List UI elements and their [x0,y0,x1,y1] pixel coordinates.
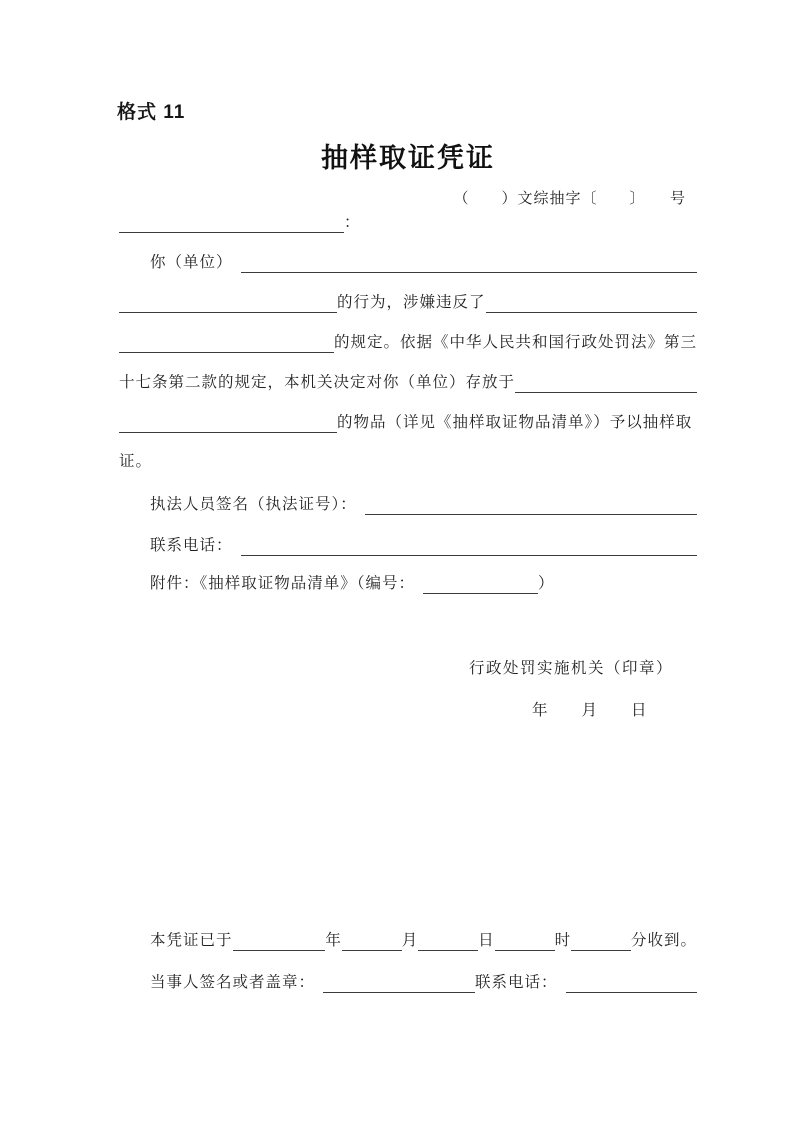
receipt-day-label: 日 [478,932,495,949]
receipt-day-field[interactable] [418,950,478,951]
officer-signature-line [150,495,697,515]
receipt-month-field[interactable] [342,950,402,951]
storage-continued-field[interactable] [119,432,337,433]
sentence-end-line [119,452,697,472]
party-signature-label: 当事人签名或者盖章： [150,974,316,991]
party-phone-field[interactable] [566,992,697,993]
unit-line [150,253,697,273]
receipt-prefix-text: 本凭证已于 [150,932,233,949]
document-number-line: （ ）文综抽字〔 〕 号 [453,191,686,207]
behavior-line [119,293,697,313]
date-line: 年 月 日 [532,702,648,719]
addressee-line [119,213,697,233]
clause-line [119,373,697,393]
receipt-hour-field[interactable] [495,950,555,951]
receipt-minute-field[interactable] [571,950,631,951]
party-signature-line [150,973,697,993]
receipt-month-label: 月 [401,932,419,949]
receipt-year-label: 年 [325,932,342,949]
items-line [119,413,697,433]
attachment-prefix-text: 附件：《抽样取证物品清单》（编号： [150,575,416,592]
sentence-end-text: 证。 [119,453,153,470]
authority-stamp-label: 行政处罚实施机关（印章） [468,660,673,677]
receipt-line [150,931,697,951]
regulation-line [119,333,697,353]
officer-phone-line [150,536,697,556]
addressee-colon: ： [344,214,361,231]
receipt-year-field[interactable] [233,950,326,951]
officer-phone-field[interactable] [241,555,697,556]
party-phone-label: 联系电话： [475,974,558,991]
clause-text: 十七条第二款的规定，本机关决定对你（单位）存放于 [119,374,516,391]
violated-provision-field[interactable] [486,312,697,313]
addressee-field[interactable] [119,232,344,233]
storage-location-field[interactable] [515,392,697,393]
party-signature-field[interactable] [323,992,475,993]
items-text: 的物品（详见《抽样取证物品清单》）予以抽样取 [337,414,693,431]
regulation-text: 的规定。依据《中华人民共和国行政处罚法》第三 [333,334,697,351]
page-title: 抽样取证凭证 [321,143,495,173]
receipt-hour-label: 时 [554,932,572,949]
attachment-line [150,574,697,594]
unit-prefix-label: 你（单位） [150,254,233,271]
format-label: 格式 11 [117,102,186,123]
officer-signature-label: 执法人员签名（执法证号）： [150,496,357,513]
receipt-suffix-text: 分收到。 [630,932,697,949]
act-continued-field[interactable] [119,312,337,313]
behavior-text: 的行为，涉嫌违反了 [337,294,486,311]
officer-phone-label: 联系电话： [150,537,233,554]
officer-signature-field[interactable] [365,514,697,515]
attachment-number-field[interactable] [423,593,538,594]
provision-continued-field[interactable] [119,352,334,353]
attachment-suffix-text: ） [538,575,555,592]
unit-name-field[interactable] [241,272,697,273]
